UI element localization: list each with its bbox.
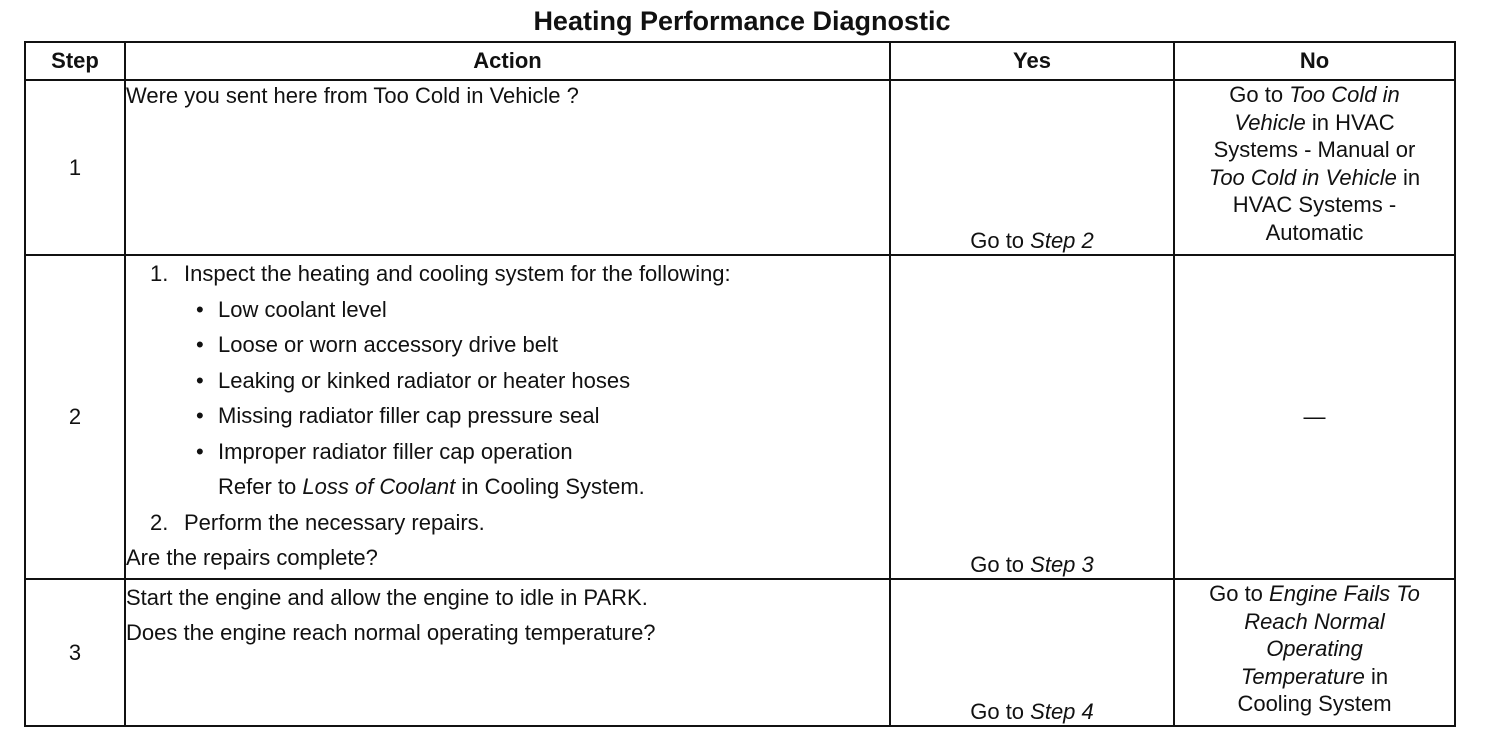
yes-prefix: Go to [970,699,1031,724]
no-ref-link[interactable]: Temperature [1240,663,1365,689]
no-prefix: Go to [1229,82,1290,107]
no-cell [1174,80,1455,255]
action-question: Does the engine reach normal operating temperature? [126,620,656,645]
no-cell [1174,579,1455,726]
refer-suffix: in Cooling System. [455,474,645,499]
table-row-step-3 [25,579,1455,726]
bullet-icon: • [196,438,204,464]
no-ref-link[interactable]: Too Cold in Vehicle [1208,164,1397,190]
action-cell [125,80,890,255]
action-question: Were you sent here from Too Cold in Vehicle ? [126,83,579,108]
header-step: Step [25,42,125,80]
action-cell [125,579,890,726]
refer-link[interactable]: Loss of Coolant [302,474,456,499]
no-text: Automatic [1265,219,1364,245]
bullet-text: Loose or worn accessory drive belt [218,332,558,357]
no-ref-link[interactable]: Engine Fails To [1269,581,1420,606]
table-header-row [25,42,1455,80]
no-text: in [1364,663,1389,689]
document-title: Heating Performance Diagnostic [533,6,951,36]
yes-prefix: Go to [970,228,1031,253]
bullet-text: Leaking or kinked radiator or heater hoses [218,367,631,393]
bullet-item [126,434,889,470]
no-ref-link[interactable]: Reach Normal [1244,608,1385,634]
bullet-text: Low coolant level [218,296,387,322]
yes-cell [890,80,1174,255]
no-text: Cooling System [1237,691,1392,716]
header-no: No [1174,42,1455,80]
bullet-icon: • [196,403,204,428]
yes-step-link[interactable]: Step 2 [1030,228,1094,253]
action-question: Are the repairs complete? [126,545,378,570]
header-action: Action [125,42,890,80]
item-number: 2. [150,509,169,535]
header-yes: Yes [890,42,1174,80]
no-text: Systems - Manual or [1213,137,1416,162]
no-cell [1174,255,1455,579]
item-text: Inspect the heating and cooling system for the following: [184,261,731,286]
refer-line [126,469,889,505]
no-dash: — [1303,404,1326,430]
bullet-text: Missing radiator filler cap pressure seal [218,403,600,428]
bullet-icon: • [196,332,204,357]
bullet-icon: • [196,367,204,393]
table-row-step-1 [25,80,1455,255]
no-ref-link[interactable]: Too Cold in [1289,82,1400,107]
diagnostic-table [24,41,1456,727]
no-ref-link[interactable]: Vehicle [1234,109,1306,135]
step-number: 3 [25,579,125,726]
step-number: 2 [25,255,125,579]
numbered-item [126,505,889,541]
action-cell [125,255,890,579]
yes-cell [890,255,1174,579]
item-text: Perform the necessary repairs. [184,509,485,535]
refer-prefix: Refer to [218,474,303,499]
no-ref-link[interactable]: Operating [1266,636,1363,661]
action-text: Start the engine and allow the engine to idle in PARK. [126,585,648,610]
bullet-item [126,292,889,328]
no-text: HVAC Systems - [1232,192,1397,217]
numbered-item [126,256,889,292]
no-text: in HVAC [1305,109,1395,135]
yes-prefix: Go to [970,552,1031,577]
no-text: in [1396,164,1421,190]
bullet-text: Improper radiator filler cap operation [218,438,573,464]
bullet-item [126,398,889,434]
yes-step-link[interactable]: Step 4 [1030,699,1094,724]
bullet-item [126,327,889,363]
no-prefix: Go to [1209,581,1270,606]
bullet-item [126,363,889,399]
bullet-icon: • [196,296,204,322]
table-row-step-2 [25,255,1455,579]
step-number: 1 [25,80,125,255]
yes-cell [890,579,1174,726]
yes-step-link[interactable]: Step 3 [1030,552,1094,577]
item-number: 1. [150,261,169,286]
